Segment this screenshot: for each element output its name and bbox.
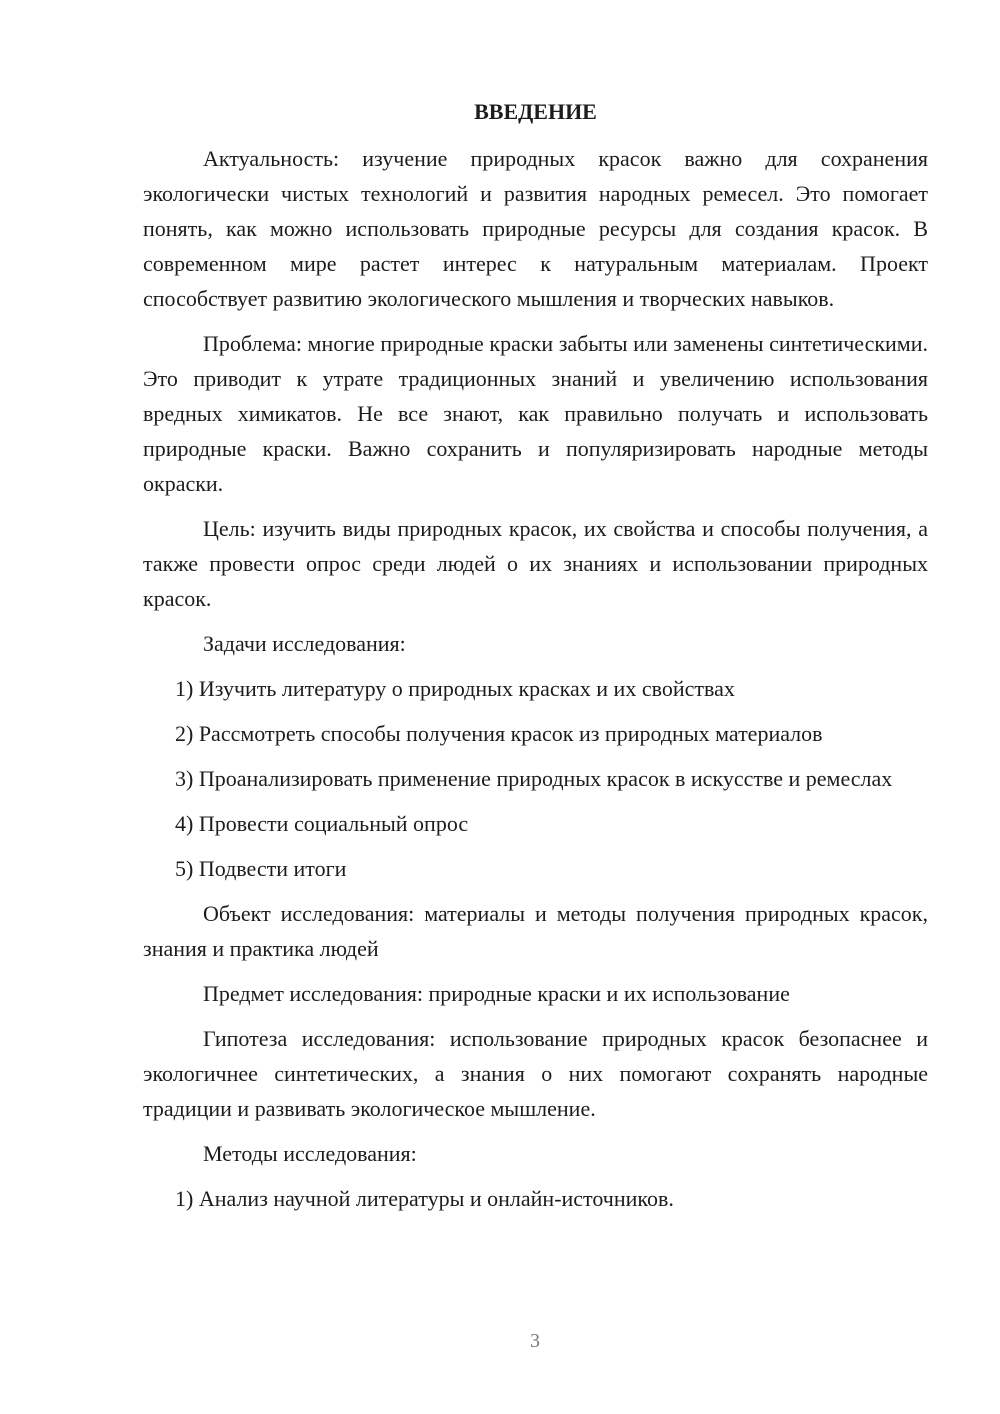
- page-title: ВВЕДЕНИЕ: [474, 99, 597, 124]
- methods-heading: Методы исследования:: [203, 1141, 417, 1166]
- task-item-3: 3) Проанализировать применение природных красок в искусстве и ремеслах: [175, 766, 893, 791]
- problem-paragraph: Проблема: многие природные краски забыты или заменены синтетическими. Это приводит к утрате традиционных знаний и увеличению использования вредных химикатов. Не все знают, как правильно получать и использовать природные краски. Важно сохранить и популяризировать народные методы окраски.: [143, 331, 928, 496]
- hypothesis-paragraph: Гипотеза исследования: использование природных красок безопаснее и экологичнее синтетических, а знания о них помогают сохранять народные традиции и развивать экологическое мышление.: [143, 1026, 928, 1121]
- task-item-4: 4) Провести социальный опрос: [175, 811, 469, 836]
- method-item-1: 1) Анализ научной литературы и онлайн-источников.: [175, 1186, 674, 1211]
- tasks-heading: Задачи исследования:: [203, 631, 406, 656]
- task-item-5: 5) Подвести итоги: [175, 856, 347, 881]
- page-number: 3: [530, 1330, 540, 1352]
- subject-paragraph: Предмет исследования: природные краски и их использование: [203, 981, 790, 1006]
- goal-paragraph: Цель: изучить виды природных красок, их свойства и способы получения, а также провести опрос среди людей о их знаниях и использовании природных красок.: [143, 516, 928, 611]
- task-item-1: 1) Изучить литературу о природных красках и их свойствах: [175, 676, 735, 701]
- relevance-paragraph: Актуальность: изучение природных красок важно для сохранения экологически чистых технологий и развития народных ремесел. Это помогает понять, как можно использовать природные ресурсы для создания красок. В современном мире растет интерес к натуральным материалам. Проект способствует развитию экологического мышления и творческих навыков.: [143, 146, 928, 311]
- task-item-2: 2) Рассмотреть способы получения красок из природных материалов: [175, 721, 823, 746]
- object-paragraph: Объект исследования: материалы и методы получения природных красок, знания и практика людей: [143, 901, 928, 961]
- page-content: [143, 94, 928, 1226]
